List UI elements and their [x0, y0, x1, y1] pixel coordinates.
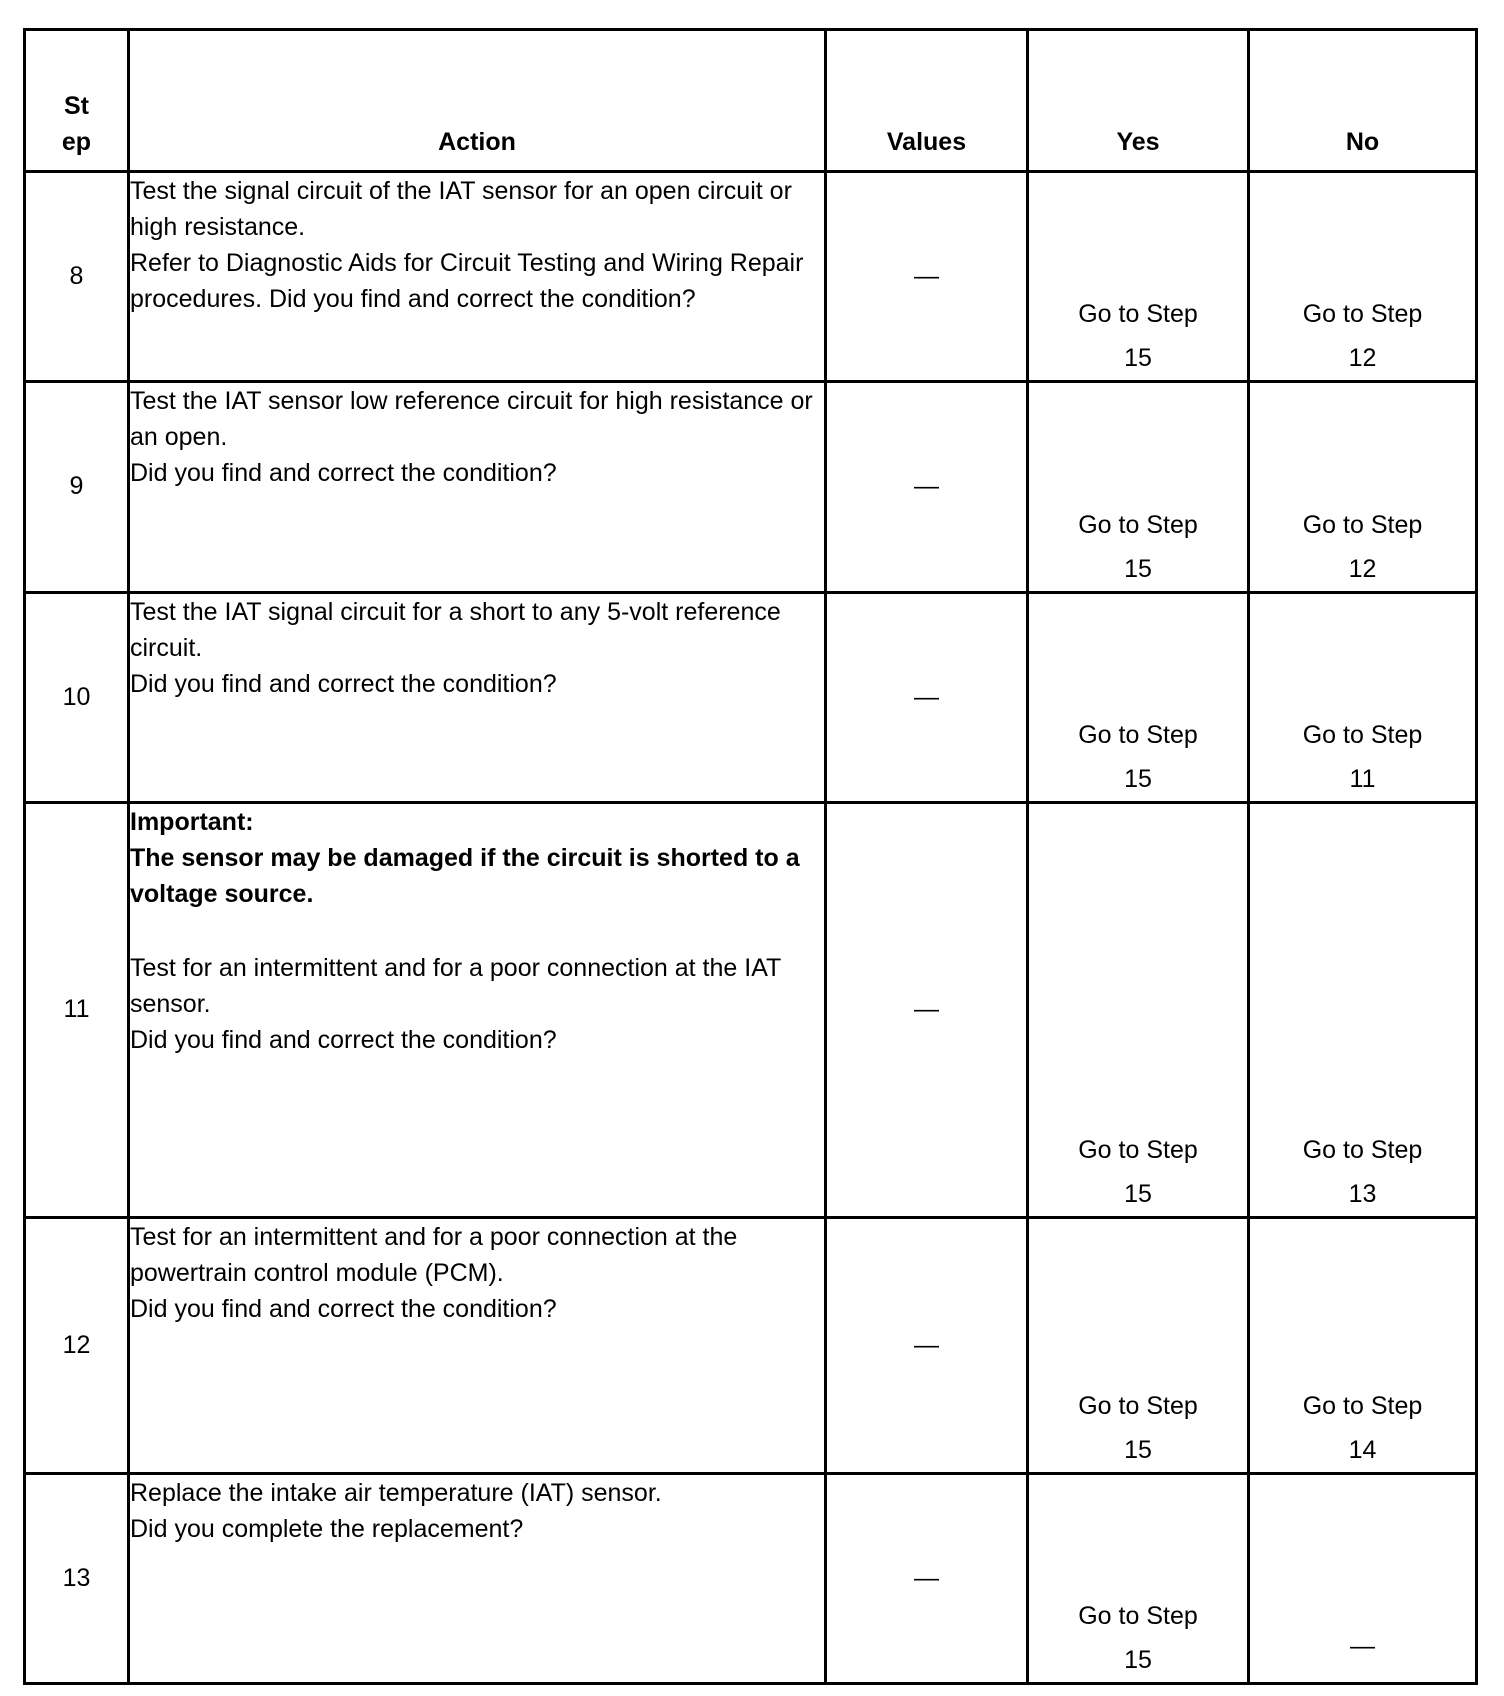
yes-goto-label: Go to Step [1078, 1602, 1198, 1630]
header-step-line1: St [64, 91, 89, 120]
yes-goto-step: 15 [1124, 555, 1152, 583]
step-number: 12 [25, 1218, 129, 1474]
no-goto-step: 12 [1348, 555, 1377, 583]
important-note: The sensor may be damaged if the circuit is shorted to a voltage source. [130, 844, 800, 908]
yes-goto-label: Go to Step [1078, 1136, 1198, 1164]
yes-goto-label: Go to Step [1078, 511, 1198, 539]
step-number: 8 [25, 172, 129, 382]
values-cell: — [826, 1474, 1028, 1684]
step-number: 13 [25, 1474, 129, 1684]
header-yes: Yes [1028, 30, 1249, 172]
no-goto-label: Go to Step [1302, 721, 1423, 749]
table-header-row [25, 30, 1477, 172]
values-cell: — [826, 593, 1028, 803]
yes-goto-step: 15 [1124, 1436, 1152, 1464]
step-number: 9 [25, 382, 129, 593]
action-text: Test for an intermittent and for a poor connection at the powertrain control module (PCM). [130, 1223, 738, 1287]
header-step [25, 30, 129, 172]
table-row [25, 1218, 1477, 1474]
yes-cell [1028, 1474, 1249, 1684]
values-cell: — [826, 172, 1028, 382]
header-step-line2: ep [61, 127, 92, 156]
action-cell [129, 593, 826, 803]
yes-goto-step: 15 [1124, 765, 1152, 793]
action-cell [129, 1218, 826, 1474]
table-row [25, 172, 1477, 382]
no-goto-label: Go to Step [1302, 511, 1423, 539]
no-goto-step: 11 [1349, 765, 1376, 793]
yes-goto-label: Go to Step [1078, 721, 1198, 749]
action-text: Test the IAT sensor low reference circuit for high resistance or an open. [130, 387, 813, 451]
yes-goto-label: Go to Step [1078, 1392, 1198, 1420]
values-cell: — [826, 1218, 1028, 1474]
action-text: Test the IAT signal circuit for a short to any 5-volt reference circuit. [130, 598, 781, 662]
yes-goto-step: 15 [1124, 1180, 1152, 1208]
yes-goto-step: 15 [1124, 1646, 1152, 1674]
action-text: Test for an intermittent and for a poor connection at the IAT sensor. [130, 954, 781, 1018]
action-cell [129, 172, 826, 382]
table-row [25, 803, 1477, 1218]
no-goto-label: Go to Step [1302, 1136, 1423, 1164]
no-cell: — [1249, 1474, 1477, 1684]
step-number: 11 [25, 803, 129, 1218]
no-goto-label: Go to Step [1302, 1392, 1423, 1420]
action-text: Did you find and correct the condition? [130, 670, 557, 698]
no-cell [1249, 172, 1477, 382]
values-cell: — [826, 803, 1028, 1218]
action-text: Refer to Diagnostic Aids for Circuit Testing and Wiring Repair procedures. Did you find and correct the condition? [130, 249, 804, 313]
no-cell [1249, 1218, 1477, 1474]
values-cell: — [826, 382, 1028, 593]
action-text: Did you find and correct the condition? [130, 459, 557, 487]
yes-cell [1028, 593, 1249, 803]
action-text: Test the signal circuit of the IAT sensor for an open circuit or high resistance. [130, 177, 792, 241]
action-text: Did you find and correct the condition? [130, 1295, 557, 1323]
action-cell [129, 1474, 826, 1684]
yes-cell [1028, 1218, 1249, 1474]
step-number: 10 [25, 593, 129, 803]
action-text: Did you find and correct the condition? [130, 1026, 557, 1054]
no-goto-step: 13 [1348, 1180, 1377, 1208]
action-text: Replace the intake air temperature (IAT) sensor. [130, 1479, 662, 1507]
no-goto-label: Go to Step [1302, 300, 1423, 328]
header-action: Action [129, 30, 826, 172]
no-cell [1249, 803, 1477, 1218]
action-text: Did you complete the replacement? [130, 1515, 524, 1543]
no-goto-step: 12 [1348, 344, 1377, 372]
header-no: No [1249, 30, 1477, 172]
yes-cell [1028, 803, 1249, 1218]
yes-cell [1028, 382, 1249, 593]
no-goto-step: 14 [1348, 1436, 1377, 1464]
header-values: Values [826, 30, 1028, 172]
action-cell [129, 803, 826, 1218]
no-cell [1249, 593, 1477, 803]
no-cell [1249, 382, 1477, 593]
table-row [25, 382, 1477, 593]
yes-goto-label: Go to Step [1078, 300, 1198, 328]
table-row [25, 593, 1477, 803]
important-label: Important: [130, 808, 254, 836]
yes-goto-step: 15 [1124, 344, 1152, 372]
diagnostic-table [23, 28, 1478, 1685]
yes-cell [1028, 172, 1249, 382]
table-row [25, 1474, 1477, 1684]
action-cell [129, 382, 826, 593]
